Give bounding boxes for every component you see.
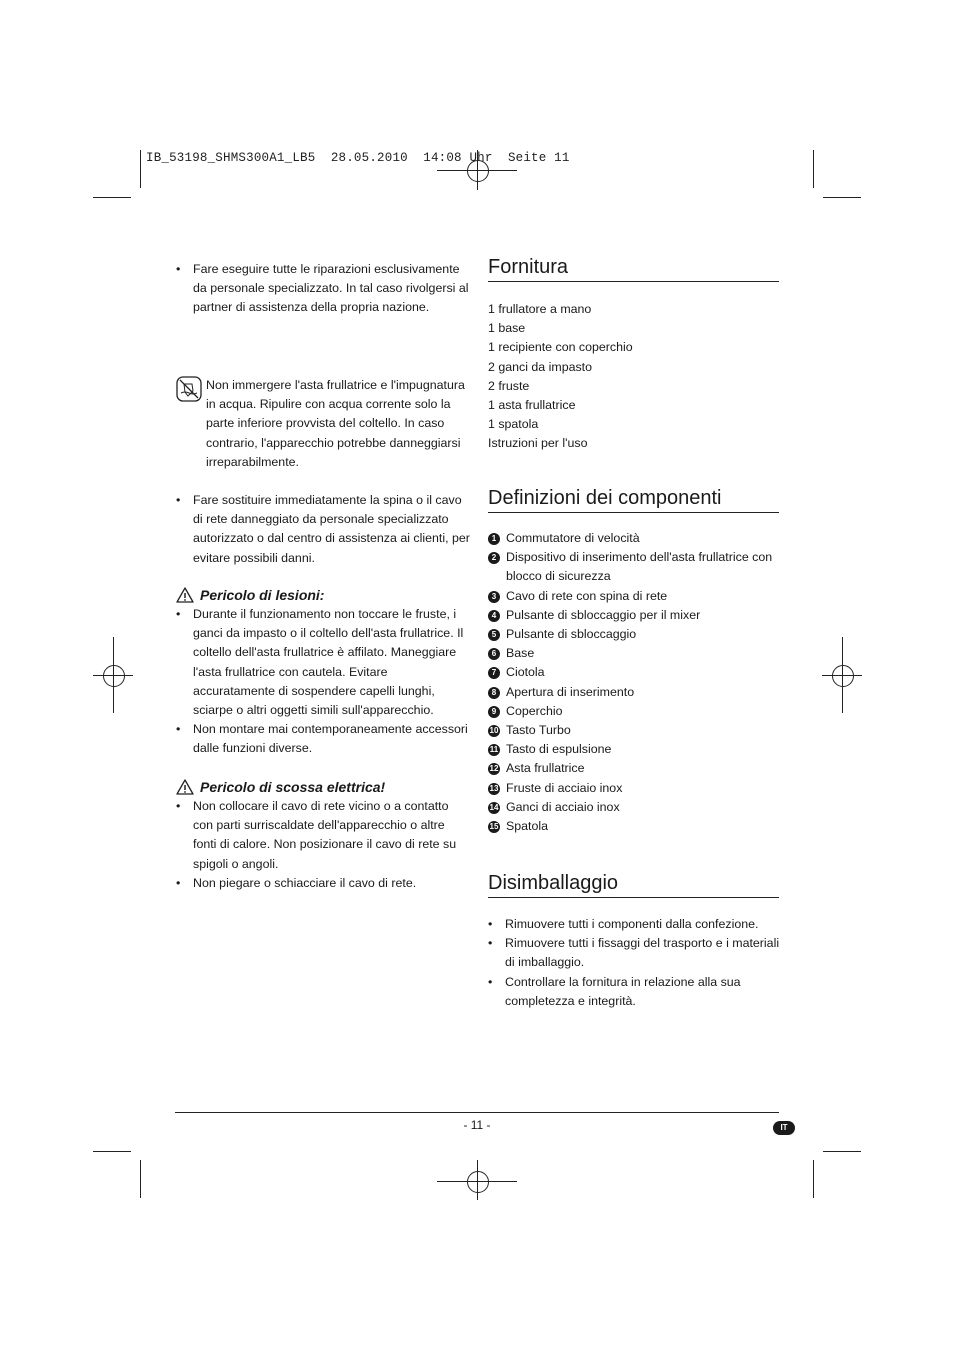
registration-mark	[832, 665, 854, 687]
list-item: • Rimuovere tutti i fissaggi del trasporto e i materiali di imballaggio.	[488, 934, 780, 972]
list-item: • Fare eseguire tutte le riparazioni esclusivamente da personale specializzato. In tal caso rivolgersi al partner di assistenza della propria nazione.	[176, 260, 471, 318]
water-warning-note	[176, 376, 471, 472]
list-item	[488, 740, 780, 759]
footer-divider	[175, 1112, 779, 1113]
list-item: 1 base	[488, 321, 526, 336]
item-label: Cavo di rete con spina di rete	[506, 588, 668, 603]
item-label: Ganci di acciaio inox	[506, 799, 620, 814]
item-number-badge: 13	[489, 783, 499, 793]
list-item	[488, 644, 780, 663]
print-slug: IB_53198_SHMS300A1_LB5 28.05.2010 14:08 Uhr Seite 11	[146, 151, 570, 165]
list-item: • Fare sostituire immediatamente la spina o il cavo di rete danneggiato da personale specializzato autorizzato o dal centro di assistenza ai clienti, per evitare possibili danni.	[176, 491, 471, 568]
shock-bullet-list	[176, 797, 471, 893]
componenti-list	[488, 529, 780, 836]
item-label: Commutatore di velocità	[506, 531, 640, 545]
cord-section	[176, 491, 471, 568]
item-number-badge: 1	[488, 533, 500, 545]
item-label: Ciotola	[506, 665, 545, 680]
crop-mark	[93, 1151, 131, 1152]
disimballaggio-section	[488, 870, 780, 1011]
item-label: Dispositivo di inserimento dell'asta frullatrice con blocco di sicurezza	[506, 550, 773, 584]
item-number-badge: 3	[488, 591, 500, 603]
list-item: 1 asta frullatrice	[488, 398, 576, 413]
crop-mark	[823, 197, 861, 198]
crop-mark	[140, 150, 141, 188]
item-number-badge: 8	[488, 687, 500, 699]
item-label: Fruste di acciaio inox	[506, 780, 623, 795]
item-label: Asta frullatrice	[506, 761, 585, 776]
list-item: • Controllare la fornitura in relazione alla sua completezza e integrità.	[488, 973, 780, 1011]
list-item: 1 frullatore a mano	[488, 302, 592, 316]
list-item	[488, 548, 780, 586]
water-warning-text: Non immergere l'asta frullatrice e l'impugnatura in acqua. Ripulire con acqua corrente solo la parte inferiore provvista del coltello. In caso contrario, l'apparecchio potrebbe danneggiarsi irreparabilmente.	[206, 378, 465, 469]
item-number-badge: 7	[488, 667, 500, 679]
warning-triangle-icon	[176, 587, 194, 603]
list-item	[488, 702, 780, 721]
list-item	[488, 798, 780, 817]
injury-bullet-list	[176, 605, 471, 759]
item-number-badge: 9	[488, 706, 500, 718]
item-number-badge: 15	[489, 822, 499, 832]
list-item	[488, 817, 780, 836]
list-item: • Non piegare o schiacciare il cavo di rete.	[176, 874, 471, 893]
componenti-section	[488, 485, 780, 836]
injury-heading-text: Pericolo di lesioni:	[200, 587, 325, 603]
registration-mark	[103, 665, 125, 687]
list-item	[488, 663, 780, 682]
crop-mark	[813, 150, 814, 188]
intro-bullet-list	[176, 260, 471, 318]
list-item	[488, 587, 780, 606]
item-number-badge: 10	[489, 726, 499, 736]
crop-mark	[93, 197, 131, 198]
list-item	[488, 625, 780, 644]
fornitura-section	[488, 254, 780, 454]
language-badge: IT	[773, 1121, 795, 1135]
item-number-badge: 6	[488, 648, 500, 660]
item-number-badge: 2	[488, 552, 500, 564]
shock-heading	[176, 777, 471, 797]
registration-mark	[467, 1171, 489, 1193]
item-label: Pulsante di sbloccaggio	[506, 627, 637, 642]
item-number-badge: 5	[488, 629, 500, 641]
list-item	[488, 606, 780, 625]
item-number-badge: 12	[489, 764, 499, 774]
list-item: 2 fruste	[488, 378, 530, 393]
injury-section	[176, 585, 471, 759]
item-number-badge: 14	[489, 802, 499, 812]
list-item: • Non montare mai contemporaneamente accessori dalle funzioni diverse.	[176, 720, 471, 758]
item-label: Base	[506, 646, 535, 661]
page-number: - 11 -	[463, 1118, 491, 1132]
fornitura-title: Fornitura	[488, 254, 779, 282]
crop-mark	[140, 1160, 141, 1198]
crop-mark	[823, 1151, 861, 1152]
item-label: Tasto Turbo	[506, 723, 571, 738]
repair-section	[176, 260, 471, 318]
item-number-badge: 11	[489, 745, 499, 755]
cord-bullet-list	[176, 491, 471, 568]
list-item: 1 recipiente con coperchio	[488, 340, 633, 355]
list-item: 2 ganci da impasto	[488, 359, 593, 374]
shock-heading-text: Pericolo di scossa elettrica!	[200, 779, 386, 795]
warning-triangle-icon	[176, 779, 194, 795]
list-item	[488, 759, 780, 778]
injury-heading	[176, 585, 471, 605]
list-item: • Non collocare il cavo di rete vicino o a contatto con parti surriscaldate dell'apparecchio o altre fonti di calore. Non posizionare il cavo di rete su spigoli o angoli.	[176, 797, 471, 874]
list-item	[488, 779, 780, 798]
list-item: • Durante il funzionamento non toccare le fruste, i ganci da impasto o il coltello dell'asta frullatrice. Il coltello dell'asta frullatrice è affilato. Maneggiare l'asta frullatrice con cautela. Evitare accuratamente di sospendere capelli lunghi, sciarpe o altri oggetti simili sull'apparecchio.	[176, 605, 471, 720]
disimballaggio-list	[488, 915, 780, 1011]
list-item: Istruzioni per l'uso	[488, 436, 588, 451]
shock-section	[176, 777, 471, 893]
item-label: Pulsante di sbloccaggio per il mixer	[506, 607, 701, 622]
list-item	[488, 683, 780, 702]
list-item	[488, 721, 780, 740]
disimballaggio-title: Disimballaggio	[488, 870, 779, 898]
fornitura-list	[488, 300, 780, 454]
no-immersion-icon	[176, 376, 202, 402]
registration-line	[842, 637, 843, 713]
registration-line	[477, 1160, 478, 1200]
item-label: Apertura di inserimento	[506, 684, 635, 699]
item-label: Tasto di espulsione	[506, 742, 612, 757]
registration-line	[113, 637, 114, 713]
componenti-title: Definizioni dei componenti	[488, 485, 779, 513]
item-number-badge: 4	[488, 610, 500, 622]
item-label: Coperchio	[506, 703, 563, 718]
crop-mark	[813, 1160, 814, 1198]
list-item	[488, 529, 780, 548]
list-item: • Rimuovere tutti i componenti dalla confezione.	[488, 915, 780, 934]
item-label: Spatola	[506, 819, 549, 834]
list-item: 1 spatola	[488, 417, 539, 432]
